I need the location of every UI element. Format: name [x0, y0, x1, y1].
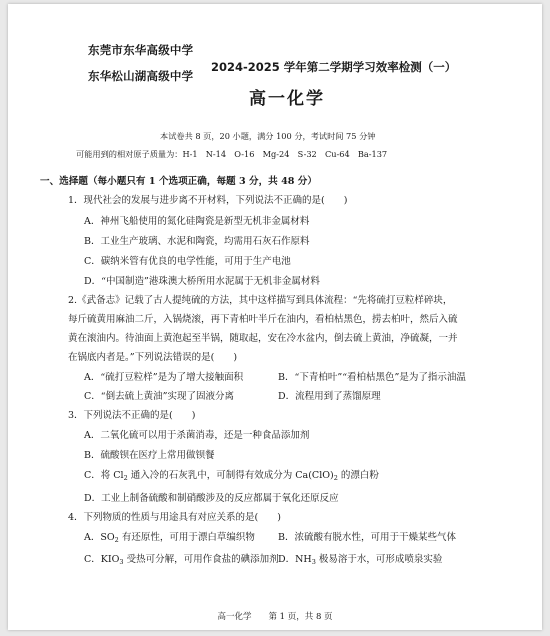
school-name-2: 东华松山湖高级中学	[88, 69, 194, 83]
q4-option-d: D．$NH_3$ 极易溶于水，可形成喷泉实验	[278, 554, 443, 566]
exam-info: 本试卷共 8 页，20 小题，满分 100 分，考试时间 75 分钟	[160, 131, 376, 141]
atomic-masses: 可能用到的相对原子质量为：H-1 N-14 O-16 Mg-24 S-32 Cu-64 Ba-137	[76, 149, 388, 159]
exam-title: 2024-2025 学年第二学期学习效率检测（一）	[211, 60, 457, 74]
q4-stem: 4．下列物质的性质与用途具有对应关系的是( )	[68, 512, 281, 523]
q2-option-c: C．“倒去硫上黄油”实现了固液分离	[84, 391, 234, 402]
q4-option-b: B．浓硫酸有脱水性，可用于干燥某些气体	[278, 532, 456, 543]
q3-stem: 3．下列说法不正确的是( )	[68, 410, 196, 421]
subject-title: 高一化学	[249, 89, 325, 109]
q2-option-b: B．“下青柏叶”“看柏枯黑色”是为了指示油温	[278, 372, 466, 383]
school-name-1: 东莞市东华高级中学	[88, 43, 194, 57]
q1-stem: 1．现代社会的发展与进步离不开材料，下列说法不正确的是( )	[68, 195, 348, 206]
q3-option-c: C．将 $Cl_2$ 通入冷的石灰乳中，可制得有效成分为 $Ca(ClO)_2$ 的漂白粉	[84, 470, 379, 482]
exam-page	[8, 4, 542, 630]
q2-line-2: 每斤硫黄用麻油二斤，入锅烧滚，再下青柏叶半斤在油内，看柏枯黑色，捞去柏叶，然后入硫	[68, 314, 458, 325]
section-heading: 一、选择题（每小题只有 1 个选项正确，每题 3 分，共 48 分）	[40, 176, 317, 187]
q2-line-1: 2.《武备志》记载了古人提纯硫的方法，其中这样描写到具体流程：“先将硫打豆粒样碎块，	[68, 295, 453, 306]
q3-option-b: B．硫酸钡在医疗上常用做钡餐	[84, 450, 215, 461]
q2-option-a: A．“硫打豆粒样”是为了增大接触面积	[84, 372, 244, 383]
q3-option-a: A．二氧化硫可以用于杀菌消毒，还是一种食品添加剂	[84, 430, 310, 441]
q4-option-a: A．$SO_2$ 有还原性，可用于漂白草编织物	[84, 532, 255, 544]
q4-option-c: C．$KIO_3$ 受热可分解，可用作食盐的碘添加剂	[84, 554, 279, 566]
q2-line-4: 在锅底内者是。”下列说法错误的是( )	[68, 352, 238, 363]
q1-option-c: C．碳纳米管有优良的电学性能，可用于生产电池	[84, 256, 291, 267]
q2-option-d: D．流程用到了蒸馏原理	[278, 391, 381, 402]
page-footer: 高一化学 第 1 页，共 8 页	[217, 612, 333, 622]
q3-option-d: D．工业上制备硫酸和制硝酸涉及的反应都属于氧化还原反应	[84, 493, 339, 504]
q1-option-d: D．“中国制造”港珠澳大桥所用水泥属于无机非金属材料	[84, 276, 320, 287]
q1-option-a: A．神州飞船使用的氮化硅陶瓷是新型无机非金属材料	[84, 216, 310, 227]
q1-option-b: B．工业生产玻璃、水泥和陶瓷，均需用石灰石作原料	[84, 236, 310, 247]
q2-line-3: 黄在滚油内。待油面上黄泡起至半锅，随取起，安在冷水盆内，倒去硫上黄油，净硫凝，一并	[68, 333, 458, 344]
